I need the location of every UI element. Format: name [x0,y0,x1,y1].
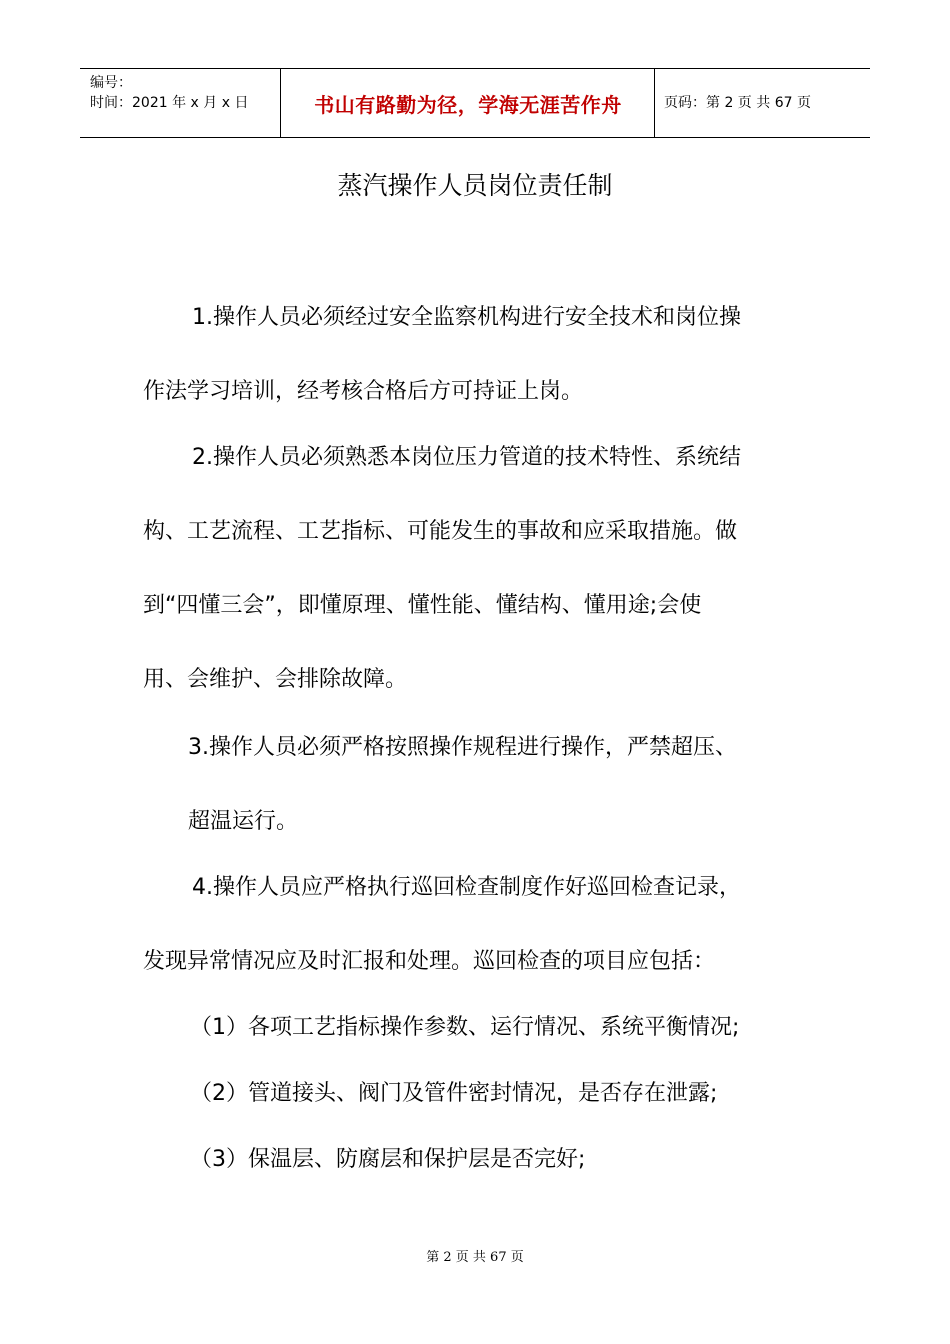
paragraph-line: 构、工艺流程、工艺指标、可能发生的事故和应采取措施。做 [143,519,738,544]
paragraph-line: （3）保温层、防腐层和保护层是否完好; [190,1147,586,1172]
paragraph-line: 4.操作人员应严格执行巡回检查制度作好巡回检查记录， [192,875,741,900]
document-title: 蒸汽操作人员岗位责任制 [337,171,613,200]
paragraph-line: 到“四懂三会”，即懂原理、懂性能、懂结构、懂用途;会使 [143,593,702,618]
paragraph-line: 2.操作人员必须熟悉本岗位压力管道的技术特性、系统结 [192,445,741,470]
paragraph-line: 1.操作人员必须经过安全监察机构进行安全技术和岗位操 [192,305,741,330]
page-footer: 第 2 页 共 67 页 [426,1250,524,1265]
header-page-info: 页码：第 2 页 共 67 页 [664,95,811,111]
paragraph-line: 3.操作人员必须严格按照操作规程进行操作，严禁超压、 [188,735,737,760]
paragraph-line: 作法学习培训，经考核合格后方可持证上岗。 [143,379,584,404]
document-number-label: 编号： [90,75,132,91]
paragraph-line: （1）各项工艺指标操作参数、运行情况、系统平衡情况; [190,1015,740,1040]
header-divider [654,69,655,137]
header-motto: 书山有路勤为径，学海无涯苦作舟 [314,92,622,117]
header-meta [90,73,248,113]
document-time-label: 时间：2021 年 x 月 x 日 [90,95,249,111]
paragraph-line: 用、会维护、会排除故障。 [143,667,408,692]
header-divider [280,69,281,137]
page-header [80,68,870,138]
paragraph-line: 超温运行。 [188,809,299,834]
paragraph-line: 发现异常情况应及时汇报和处理。巡回检查的项目应包括： [143,949,716,974]
paragraph-line: （2）管道接头、阀门及管件密封情况，是否存在泄露; [190,1081,718,1106]
